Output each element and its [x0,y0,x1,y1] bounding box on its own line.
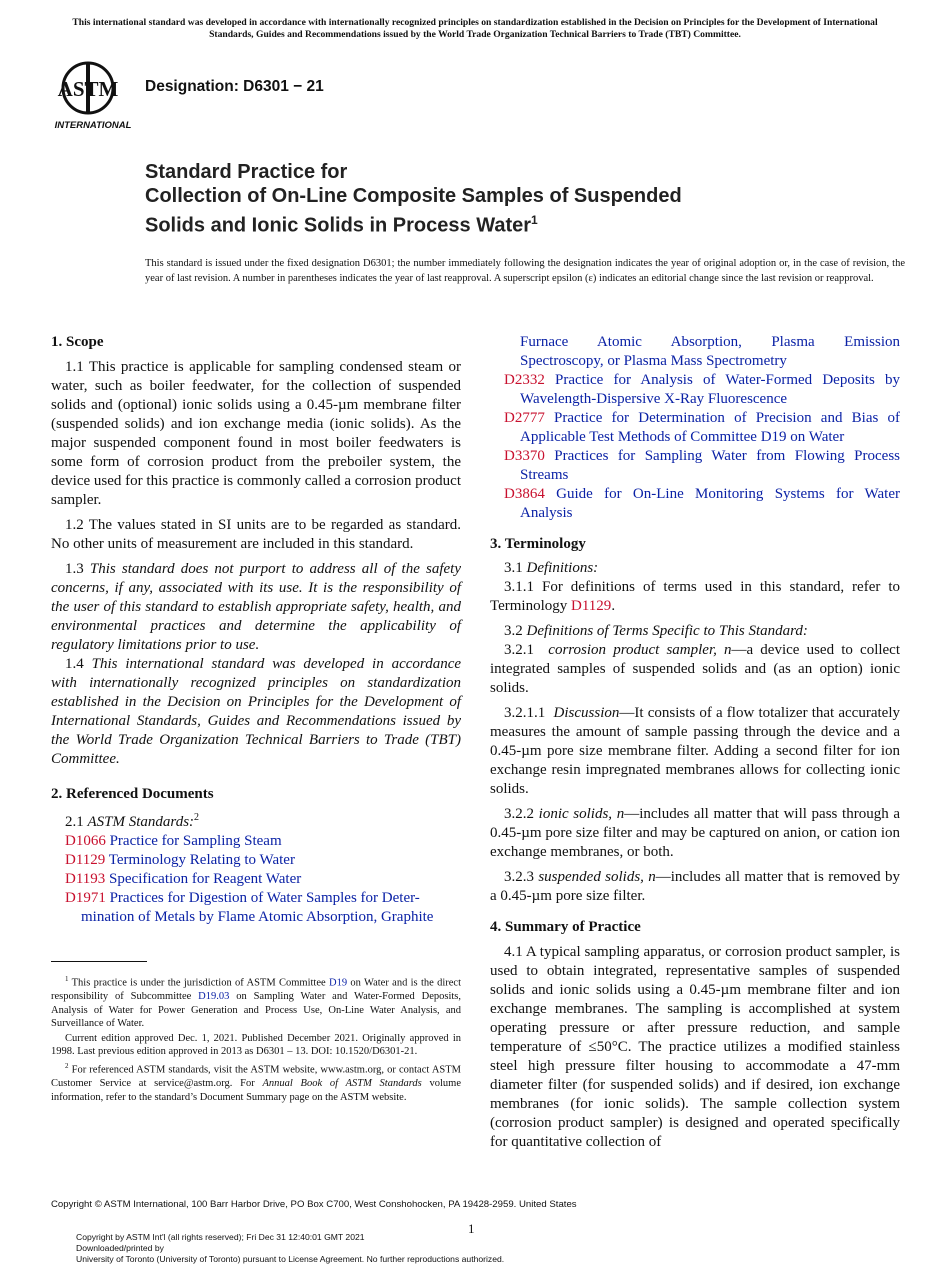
logo-mark-text: ASTM [57,77,119,101]
footnote-1-edition: Current edition approved Dec. 1, 2021. Published December 2021. Originally approved in 1998. Last previous edition approved in 2013 as D6301 – 13. DOI: 10.1520/D6301-21. [51,1032,461,1058]
term-3-1-1: 3.1.1 For definitions of terms used in this standard, refer to Terminology D1129. [490,579,900,614]
title-footnote-mark: 1 [531,213,538,227]
ref-item-d1971-cont[interactable]: Furnace Atomic Absorption, Plasma Emission [520,334,900,350]
scope-1-3: 1.3 This standard does not purport to address all of the safety concerns, if any, associated with its use. It is the responsibility of the user of this standard to establish appropriate safety, health, and environmental practices and determine the applicability of regulatory limitations prior to use. [51,561,462,653]
term-3-2: 3.2 Definitions of Terms Specific to This Standard: [504,623,808,639]
top-notice: This international standard was developed in accordance with internationally recognized principles on standardization established in the Decision on Principles for the Development of International Standards, Guides and Recommendations issued by the World Trade Organization Technical Barriers to Trade (TBT) Committee. [72,17,878,40]
ref-item-d1971-cont[interactable]: Spectroscopy, or Plasma Mass Spectrometry [520,353,787,369]
referenced-heading: 2. Referenced Documents [51,786,214,802]
title-line-3: Solids and Ionic Solids in Process Water [145,214,532,237]
page-number: 1 [468,1221,475,1236]
scope-heading: 1. Scope [51,334,104,350]
issued-note: This standard is issued under the fixed designation D6301; the number immediately following the designation indicates the year of original adoption or, in the case of revision, the year of last revision. A number in parentheses indicates the year of last reapproval. A superscript epsilon (ε) indicates an editorial change since the last revision or reapproval. [145,258,905,284]
summary-4-1: 4.1 A typical sampling apparatus, or corrosion product sampler, is used to obtain integrated, representative samples of suspended solids and ionic solids using a 0.45-µm membrane filter and ion exchange membranes. The sampling is accomplished at system operating pressure or after pressure reduction, and sample temperature of ≤50°C. The practice utilizes a modified stainless steel high pressure filter housing to accommodate a 47-mm diameter filter (for suspended solids) and if desired, ion exchange membranes (for ionic solids). The sample collection system (corrosion product sampler) is designed and operated specifically for quantitative collection of [490,944,900,1150]
footnotes [51,973,461,1104]
term-3-2-2: 3.2.2 ionic solids, n—includes all matter that will pass through a 0.45-µm pore size filter and may be captured on anion, or cation ion exchange membranes, or both. [490,806,900,860]
ref-item[interactable]: D1193 Specification for Reagent Water [65,871,302,887]
ref-item-d1971[interactable]: D1971 Practices for Digestion of Water Samples for Deter- [65,890,420,906]
footnote-divider [51,961,147,962]
footnote-1: $^1$ This practice is under the jurisdiction of ASTM Committee D19 on Water and is the direct responsibility of Subcommittee D19.03 on Sampling Water and Water-Formed Deposits, Analysis of Water for Power Generation and Process Use, On-Line Water Analysis, and Surveillance of Water. [51,975,462,1030]
scope-1-4: 1.4 This international standard was developed in accordance with internationally recognized principles on standardization established in the Decision on Principles for the Development of International Standards, Guides and Recommendations issued by the World Trade Organization Technical Barriers to Trade (TBT) Committee. [51,656,462,767]
scope-1-2: 1.2 The values stated in SI units are to be regarded as standard. No other units of measurement are included in this standard. [51,517,461,552]
ref-item[interactable]: D1129 Terminology Relating to Water [65,852,295,868]
term-3-2-1: 3.2.1 corrosion product sampler, n—a device used to collect integrated samples of suspended solids and (as an option) ionic solids. [490,642,901,696]
designation: Designation: D6301 − 21 [145,78,324,95]
download-line-3: University of Toronto (University of Toronto) pursuant to License Agreement. No further reproductions authorized. [76,1254,505,1264]
title-line-1: Standard Practice for [145,161,348,183]
ref-item[interactable]: D3370 Practices for Sampling Water from Flowing Process Streams [504,448,901,483]
astm-standards-label: 2.1 ASTM Standards:$^2$ [65,812,200,830]
summary-heading: 4. Summary of Practice [490,919,641,935]
terminology-heading: 3. Terminology [490,536,586,552]
ref-item[interactable]: D3864 Guide for On-Line Monitoring Systems for Water Analysis [504,486,900,521]
download-line-1: Copyright by ASTM Int'l (all rights reserved); Fri Dec 31 12:40:01 GMT 2021 [76,1232,365,1242]
ref-item-d1971-cont[interactable]: mination of Metals by Flame Atomic Absorption, Graphite [81,909,434,925]
scope-1-1: 1.1 This practice is applicable for sampling condensed steam or water, such as boiler feedwater, for the collection of suspended solids and (optional) ionic solids using a 0.45-µm membrane filter (suspended solids) and ion exchange media (ionic solids). As the major suspended component found in most boiler feedwaters is some form of corrosion product from the preboiler system, the device used for this practice is commonly called a corrosion product sampler. [51,359,461,508]
download-notice [76,1232,504,1265]
left-column [51,333,461,927]
ref-item[interactable]: D2332 Practice for Analysis of Water-Formed Deposits by Wavelength-Dispersive X-Ray Fluorescence [504,372,901,407]
term-3-1: 3.1 Definitions: [504,560,599,576]
title-line-2: Collection of On-Line Composite Samples of Suspended [145,185,682,207]
copyright-line: Copyright © ASTM International, 100 Barr Harbor Drive, PO Box C700, West Conshohocken, PA 19428-2959. United States [51,1199,577,1210]
document-title [145,160,682,238]
right-column [490,333,900,1152]
term-3-2-3: 3.2.3 suspended solids, n—includes all matter that is removed by a 0.45-µm pore size filter. [490,869,901,904]
term-3-2-1-1: 3.2.1.1 Discussion—It consists of a flow totalizer that accurately measures the amount of sample passing through the device and a 0.45-µm pore size membrane filter. Adding a second filter for ion exchange resin impregnated membranes allows for collecting ionic solids. [490,705,900,797]
logo-org-text: INTERNATIONAL [54,120,132,131]
download-line-2: Downloaded/printed by [76,1243,164,1253]
ref-item[interactable]: D2777 Practice for Determination of Precision and Bias of Applicable Test Methods of Committee D19 on Water [504,410,900,445]
astm-logo [52,58,134,132]
ref-item[interactable]: D1066 Practice for Sampling Steam [65,833,282,849]
footnote-2: $^2$ For referenced ASTM standards, visit the ASTM website, www.astm.org, or contact ASTM Customer Service at service@astm.org. For Annual Book of ASTM Standards volume information, refer to the standard’s Document Summary page on the ASTM website. [51,1062,462,1103]
